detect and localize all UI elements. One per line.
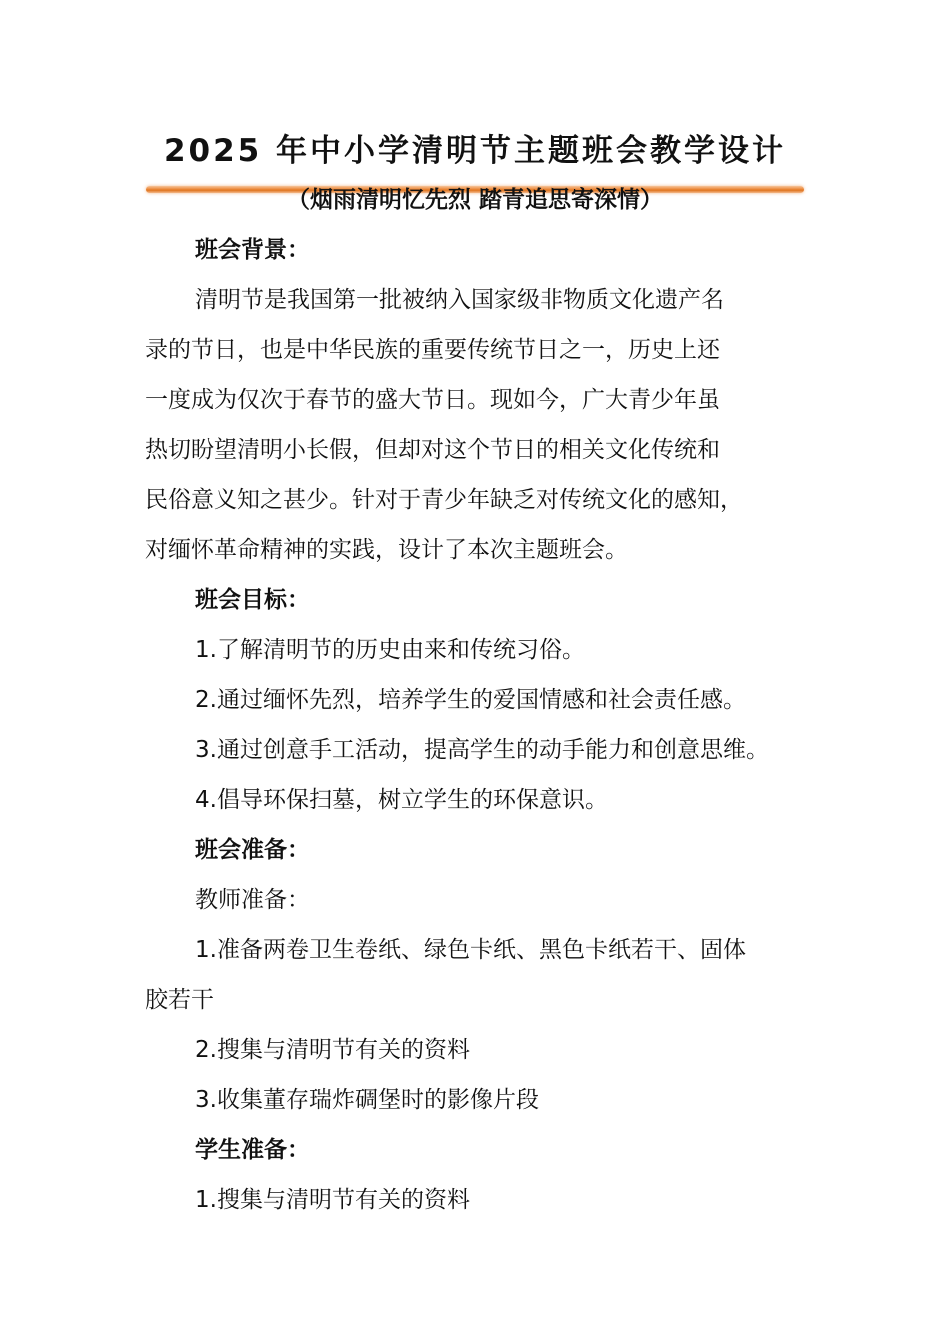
goal-item: 1.了解清明节的历史由来和传统习俗。 bbox=[195, 637, 585, 663]
teacher-preparation-item: 3.收集董存瑞炸碉堡时的影像片段 bbox=[195, 1087, 539, 1113]
document-title: 2025 年中小学清明节主题班会教学设计 bbox=[163, 133, 787, 169]
paragraph-line: 民俗意义知之甚少。针对于青少年缺乏对传统文化的感知， bbox=[145, 487, 743, 513]
goal-item: 3.通过创意手工活动，提高学生的动手能力和创意思维。 bbox=[195, 737, 769, 763]
section-heading-student-preparation: 学生准备： bbox=[195, 1137, 310, 1163]
paragraph-line: 对缅怀革命精神的实践，设计了本次主题班会。 bbox=[145, 537, 628, 563]
teacher-preparation-label: 教师准备： bbox=[195, 887, 310, 913]
section-heading-goals: 班会目标： bbox=[195, 587, 310, 613]
section-heading-background: 班会背景： bbox=[195, 237, 310, 263]
goal-item: 4.倡导环保扫墓，树立学生的环保意识。 bbox=[195, 787, 608, 813]
paragraph-line: 热切盼望清明小长假，但却对这个节日的相关文化传统和 bbox=[145, 437, 720, 463]
section-heading-preparation: 班会准备： bbox=[195, 837, 310, 863]
document-subtitle: （烟雨清明忆先烈 踏青追思寄深情） bbox=[286, 187, 663, 213]
paragraph-line: 录的节日，也是中华民族的重要传统节日之一，历史上还 bbox=[145, 337, 720, 363]
student-preparation-item: 1.搜集与清明节有关的资料 bbox=[195, 1187, 470, 1213]
paragraph-line: 清明节是我国第一批被纳入国家级非物质文化遗产名 bbox=[195, 287, 724, 313]
teacher-preparation-item: 胶若干 bbox=[145, 987, 214, 1013]
teacher-preparation-item: 1.准备两卷卫生卷纸、绿色卡纸、黑色卡纸若干、固体 bbox=[195, 937, 746, 963]
goal-item: 2.通过缅怀先烈，培养学生的爱国情感和社会责任感。 bbox=[195, 687, 746, 713]
paragraph-line: 一度成为仅次于春节的盛大节日。现如今，广大青少年虽 bbox=[145, 387, 720, 413]
teacher-preparation-item: 2.搜集与清明节有关的资料 bbox=[195, 1037, 470, 1063]
